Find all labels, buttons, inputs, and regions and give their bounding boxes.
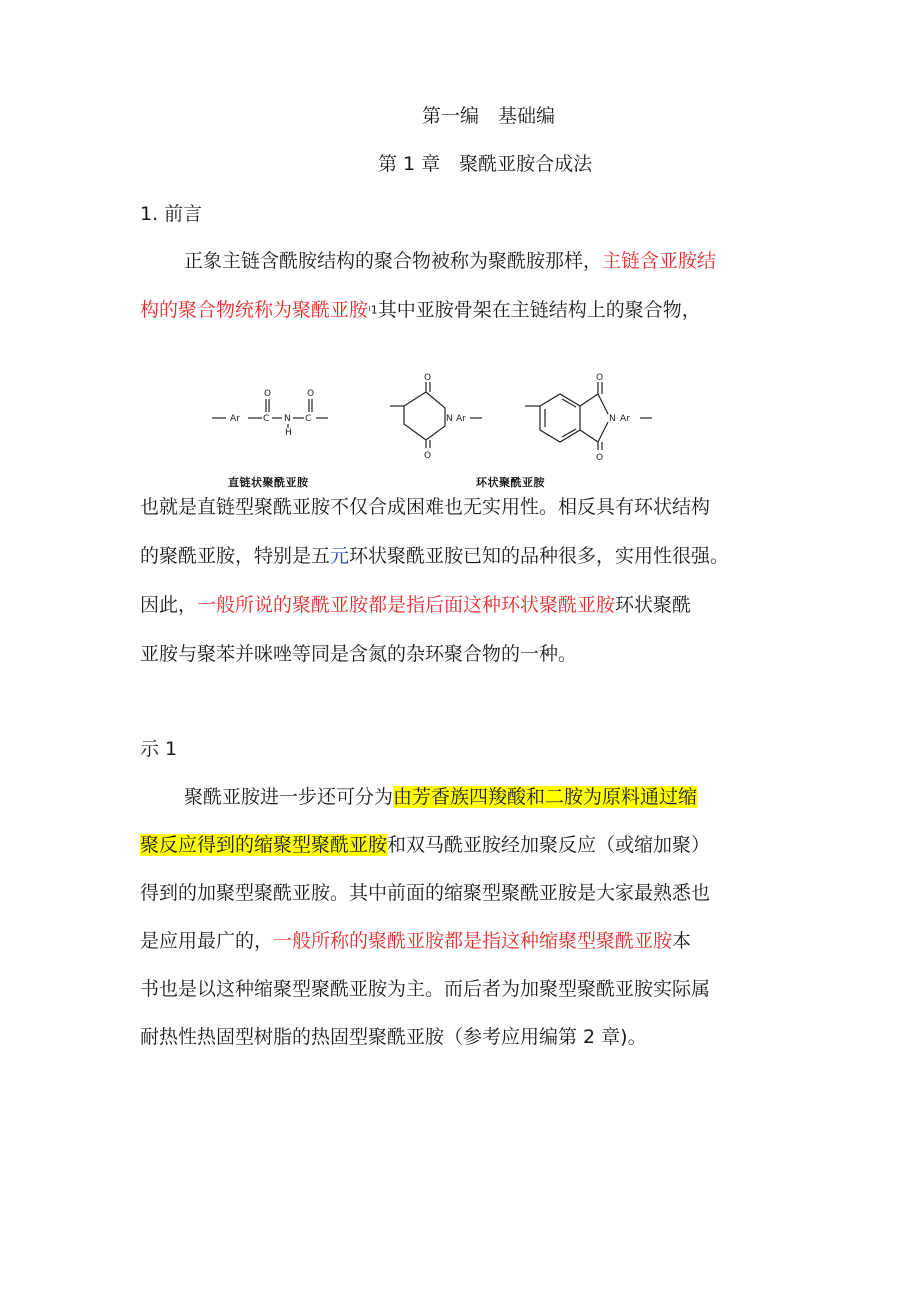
- atom-o: O: [596, 373, 604, 383]
- atom-o: O: [264, 389, 272, 399]
- para3-line3: 得到的加聚型聚酰亚胺。其中前面的缩聚型聚酰亚胺是大家最熟悉也: [140, 882, 711, 904]
- para2-blue-char: 元: [330, 545, 350, 567]
- chapter-title: 第 1 章 聚酰亚胺合成法: [378, 153, 593, 175]
- atom-o: O: [424, 451, 432, 461]
- atom-ar: Ar: [620, 414, 630, 424]
- para1-line2: [140, 296, 701, 325]
- atom-ar: Ar: [456, 414, 466, 424]
- para2-line3: [140, 591, 691, 619]
- para2-text: 的聚酰亚胺，特别是五: [140, 545, 331, 567]
- para3-emphasis: 一般所称的聚酰亚胺都是指这种缩聚型聚酰亚胺: [273, 930, 673, 952]
- reference-mark: ⁾1: [368, 303, 378, 317]
- scheme-label: 示 1: [140, 738, 178, 760]
- atom-n: N: [284, 414, 291, 424]
- para3-highlight: 由芳香族四羧酸和二胺为原料通过缩: [393, 786, 698, 808]
- section-heading: 1. 前言: [140, 203, 203, 225]
- para3-text: 和双马酰亚胺经加聚反应（或缩加聚）: [387, 834, 711, 856]
- para3-text: 是应用最广的，: [140, 930, 274, 952]
- para3-line6: 耐热性热固型树脂的热固型聚酰亚胺（参考应用编第 2 章)。: [140, 1026, 647, 1048]
- para1-line1: [184, 247, 716, 275]
- atom-c: C: [263, 414, 270, 424]
- para3-text: 本: [672, 930, 692, 952]
- para2-line2: [140, 542, 729, 570]
- atom-n: N: [609, 414, 616, 424]
- para2-text: 环状聚酰: [615, 594, 692, 616]
- para3-line1: [184, 783, 697, 811]
- para3-line2: [140, 831, 710, 859]
- atom-n: N: [446, 414, 453, 424]
- figure-label-cyclic: 环状聚酰亚胺: [476, 476, 545, 489]
- atom-h: H: [285, 428, 292, 438]
- para1-text: 正象主链含酰胺结构的聚合物被称为聚酰胺那样，: [184, 250, 603, 272]
- para2-text: 因此，: [140, 594, 198, 616]
- para3-line4: [140, 927, 691, 955]
- atom-o: O: [424, 373, 432, 383]
- para3-text: 聚酰亚胺进一步还可分为: [184, 786, 394, 808]
- atom-o: O: [307, 389, 315, 399]
- para2-line4: 亚胺与聚苯并咪唑等同是含氮的杂环聚合物的一种。: [140, 643, 578, 665]
- atom-ar: Ar: [230, 414, 240, 424]
- figure-label-linear: 直链状聚酰亚胺: [228, 476, 309, 489]
- atom-c: C: [305, 414, 312, 424]
- para2-line1: 也就是直链型聚酰亚胺不仅合成困难也无实用性。相反具有环状结构: [140, 496, 711, 518]
- atom-o: O: [596, 453, 604, 463]
- para2-text: 环状聚酰亚胺已知的品种很多，实用性很强。: [349, 545, 730, 567]
- para1-emphasis: 主链含亚胺结: [602, 250, 717, 272]
- para1-text: 其中亚胺骨架在主链结构上的聚合物，: [377, 299, 701, 321]
- polyimide-structures-figure: [200, 366, 670, 494]
- part-title: 第一编 基础编: [422, 105, 556, 127]
- para3-line5: 书也是以这种缩聚型聚酰亚胺为主。而后者为加聚型聚酰亚胺实际属: [140, 978, 711, 1000]
- para2-emphasis: 一般所说的聚酰亚胺都是指后面这种环状聚酰亚胺: [197, 594, 616, 616]
- para1-emphasis: 构的聚合物统称为聚酰亚胺: [140, 299, 369, 321]
- para3-highlight: 聚反应得到的缩聚型聚酰亚胺: [140, 834, 388, 856]
